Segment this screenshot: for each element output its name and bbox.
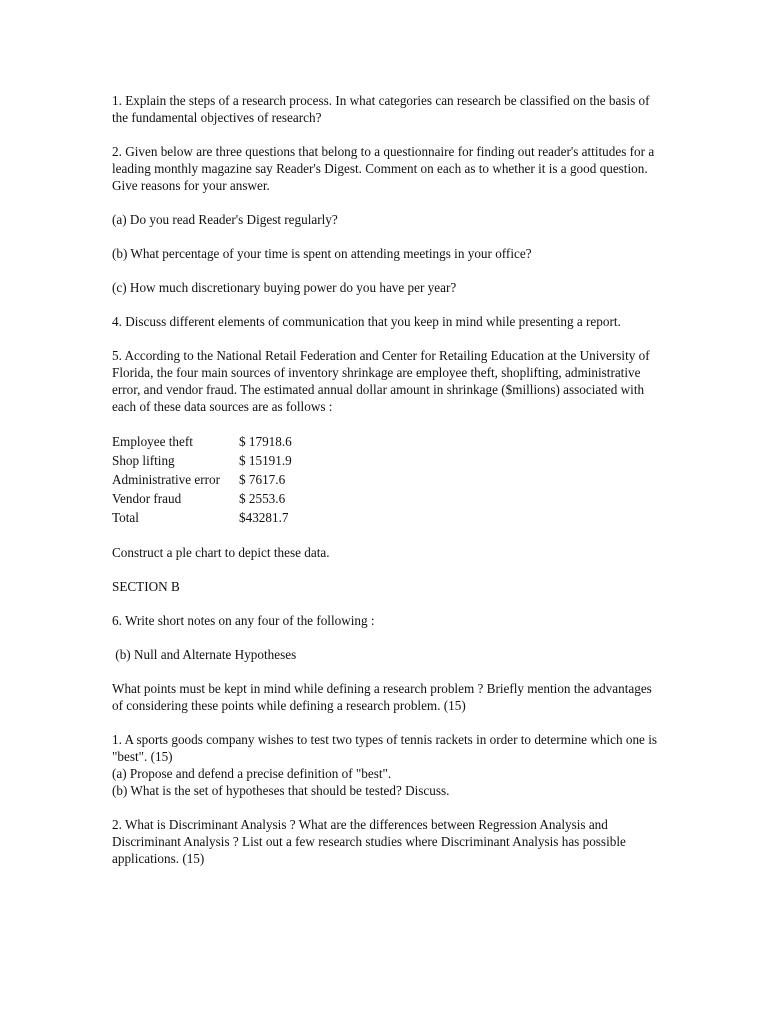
section-b-question-1a: (a) Propose and defend a precise definition of "best". [112, 766, 392, 781]
shrinkage-value: $43281.7 [239, 510, 289, 525]
question-5-task: Construct a ple chart to depict these data. [112, 545, 330, 560]
question-2b: (b) What percentage of your time is spent on attending meetings in your office? [112, 246, 532, 261]
shrinkage-value: $ 2553.6 [239, 491, 286, 506]
document-page [112, 92, 660, 884]
question-4: 4. Discuss different elements of communication that you keep in mind while presenting a report. [112, 314, 621, 329]
table-row [112, 470, 292, 489]
shrinkage-value: $ 15191.9 [239, 453, 292, 468]
shrinkage-label: Total [112, 510, 139, 525]
section-b-question-2: 2. What is Discriminant Analysis ? What are the differences between Regression Analysis and Discriminant Analysis ? List out a few research studies where Discriminant Analysis has possible applications. (15) [112, 817, 630, 866]
research-problem-question: What points must be kept in mind while defining a research problem ? Briefly mention the advantages of considering these points while defining a research problem. (15) [112, 681, 656, 713]
question-5: 5. According to the National Retail Federation and Center for Retailing Education at the University of Florida, the four main sources of inventory shrinkage are employee theft, shoplifting, administrative error, and vendor fraud. The estimated annual dollar amount in shrinkage ($millions) associated with each of these data sources are as follows : [112, 348, 653, 414]
section-b-question-1b: (b) What is the set of hypotheses that should be tested? Discuss. [112, 783, 450, 798]
table-row [112, 432, 292, 451]
shrinkage-value: $ 7617.6 [239, 472, 286, 487]
shrinkage-value: $ 17918.6 [239, 434, 292, 449]
table-row [112, 451, 292, 470]
question-6: 6. Write short notes on any four of the following : [112, 613, 375, 628]
question-2c: (c) How much discretionary buying power do you have per year? [112, 280, 457, 295]
shrinkage-label: Vendor fraud [112, 491, 182, 506]
shrinkage-table [112, 432, 292, 527]
question-1: 1. Explain the steps of a research process. In what categories can research be classified on the basis of the fundamental objectives of research? [112, 93, 653, 125]
shrinkage-label: Employee theft [112, 434, 193, 449]
question-6b: (b) Null and Alternate Hypotheses [112, 647, 297, 662]
table-row [112, 489, 292, 508]
shrinkage-label: Administrative error [112, 472, 221, 487]
table-row-total [112, 508, 292, 527]
question-2a: (a) Do you read Reader's Digest regularly? [112, 212, 338, 227]
section-b-question-1: 1. A sports goods company wishes to test two types of tennis rackets in order to determine which one is "best". (15) [112, 732, 661, 764]
shrinkage-label: Shop lifting [112, 453, 175, 468]
question-2: 2. Given below are three questions that belong to a questionnaire for finding out reader's attitudes for a leading monthly magazine say Reader's Digest. Comment on each as to whether it is a good question. Give reasons for your answer. [112, 144, 658, 193]
section-heading: SECTION B [112, 579, 180, 594]
